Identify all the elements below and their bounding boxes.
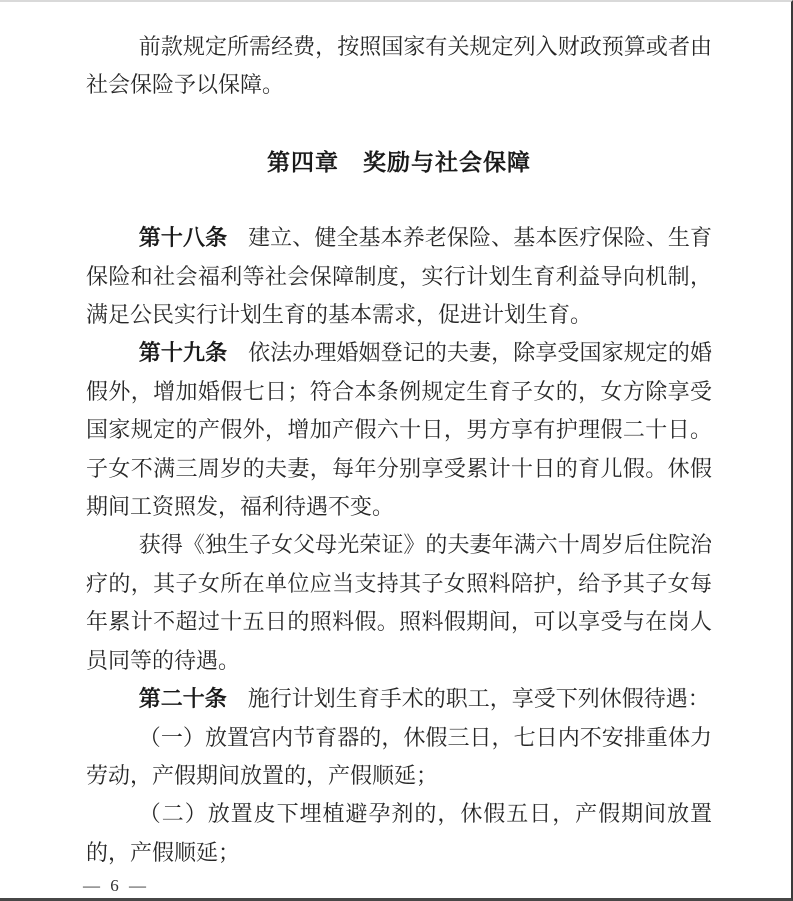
article-19-paragraph xyxy=(86,334,712,526)
article-18-text: 建立、健全基本养老保险、基本医疗保险、生育保险和社会福利等社会保障制度，实行计划生育利益导向机制，满足公民实行计划生育的基本需求，促进计划生育。 xyxy=(86,225,712,328)
article-20-text: 施行计划生育手术的职工，享受下列休假待遇： xyxy=(247,686,710,712)
page-number: — 6 — xyxy=(83,876,149,896)
article-18-number: 第十八条 xyxy=(138,225,228,251)
article-19-text: 依法办理婚姻登记的夫妻，除享受国家规定的婚假外，增加婚假七日；符合本条例规定生育子女的，女方除享受国家规定的产假外，增加产假六十日，男方享有护理假二十日。子女不满三周岁的夫妻，每年分别享受累计十日的育儿假。休假期间工资照发，福利待遇不变。 xyxy=(86,340,712,520)
list-item-2: （二）放置皮下埋植避孕剂的，休假五日，产假期间放置的，产假顺延； xyxy=(86,801,712,865)
paragraph-funding: 前款规定所需经费，按照国家有关规定列入财政预算或者由社会保险予以保障。 xyxy=(86,34,712,98)
article-19-number: 第十九条 xyxy=(138,340,228,366)
list-item-1: （一）放置宫内节育器的，休假三日，七日内不安排重体力劳动，产假期间放置的，产假顺延； xyxy=(86,724,712,788)
chapter-heading: 第四章 奖励与社会保障 xyxy=(267,148,531,175)
article-18-paragraph xyxy=(86,219,712,334)
paragraph-honor-certificate: 获得《独生子女父母光荣证》的夫妻年满六十周岁后住院治疗的，其子女所在单位应当支持其子女照料陪护，给予其子女每年累计不超过十五日的照料假。照料假期间，可以享受与在岗人员同等的待遇。 xyxy=(86,532,712,673)
article-20-paragraph xyxy=(86,680,712,718)
article-20-number: 第二十条 xyxy=(138,686,227,712)
